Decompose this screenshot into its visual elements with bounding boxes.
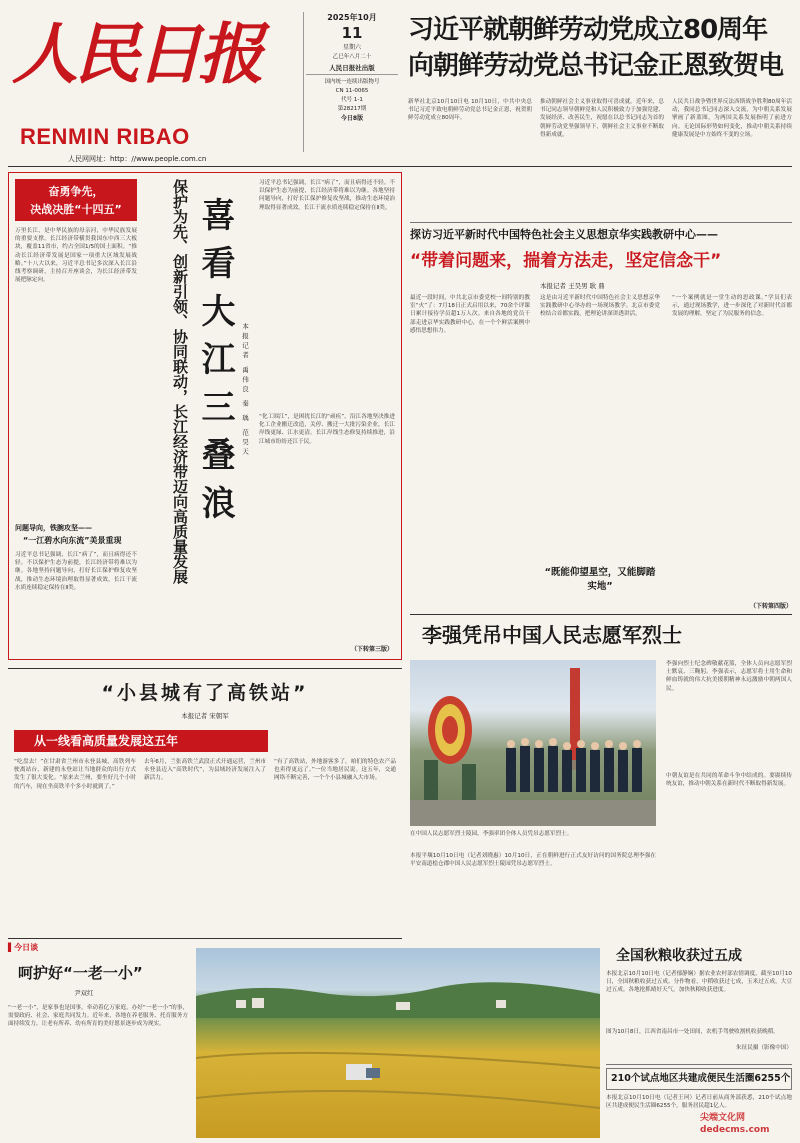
headline-line-1: 习近平就朝鲜劳动党成立80周年: [408, 15, 768, 45]
banner-line-1: 奋勇争先，: [48, 185, 104, 198]
page-count: 今日8版: [340, 115, 364, 122]
rice-field-scene: [196, 948, 600, 1138]
masthead: [8, 8, 398, 166]
li-qiang-photo-caption: 在中国人民志愿军烈士陵园，李强率团全体人员凭吊志愿军烈士。: [410, 831, 573, 837]
harvest-photo-credit: 朱征民摄（影像中国）: [736, 1045, 792, 1051]
feature-continued: （下转第三版）: [350, 646, 393, 653]
pilot-title: 210个试点地区共建成便民生活圈6255个: [606, 1068, 792, 1090]
top-article-col3: 人民共日战争暨世界反法西斯战争胜利80周年活动，我同总书记同志深入交流，为中朝关系发展擘画了新蓝图，为两国关系发展指明了前进方向。无论国际形势如何变化，推动中朝关系持续健康发展是中方始终不变的立场。: [672, 99, 792, 138]
rail-byline: 本报记者 宋朝军: [181, 712, 229, 720]
top-article-col1: 新华社北京10月10日电 10月10日，中共中央总书记习近平致电朝鲜劳动党总书记金正恩，祝贺朝鲜劳动党成立80周年。: [408, 99, 532, 122]
li-qiang-body-a: 本报平壤10月10日电（记者刘晓惠）10月10日，正在朝鲜进行正式友好访问的国务院总理李强在平安南道桧仓郡中国人民志愿军烈士陵园凭吊志愿军烈士。: [410, 853, 656, 868]
xi-kicker: 探访习近平新时代中国特色社会主义思想京华实践教研中心——: [410, 228, 718, 241]
xi-pull-quote: [544, 566, 656, 594]
cn-number: CN 11-0065: [335, 88, 369, 94]
publisher: 人民日报社出版: [306, 62, 398, 75]
pilot-body: 本报北京10月10日电（记者王珂）记者日前从商务部获悉，210个试点地区共建成便民生活圈6255个，服务居民超1亿人。: [606, 1095, 792, 1110]
feature-section-title: 问题导向，铁腕攻坚——: [15, 524, 92, 532]
harvest-photo-caption: 图为10月8日，江西省南昌市一处田间，农机手驾驶收割机收获晚稻。: [606, 1029, 779, 1035]
feature-byline: 本报记者 禹伟良 秦 瑀 范昊天: [241, 323, 249, 458]
xi-body-col3: “一个案例就是一堂生动的思政课。”学员们表示，通过现场教学，进一步深化了对新时代首都发展的理解，坚定了为民服务的信念。: [672, 295, 792, 318]
masthead-logo: 人民日报: [12, 15, 260, 93]
xi-feature[interactable]: [410, 226, 792, 616]
postal-code: 代号 1-1: [341, 97, 363, 103]
xi-body-col1: 最近一段时间，中共北京市委党校一间特别的教室“火”了：7月18日正式启用以来，70余个评课日累计接待学员超1万人次。来自各地的党员干部走进京华实践教研中心，在一个个鲜活案例中感悟思想伟力。: [410, 295, 530, 334]
issue-number: 第28217期: [337, 106, 367, 112]
commentary-title: 呵护好“一老一小”: [18, 964, 143, 982]
tag-marker-icon: ▌: [8, 943, 15, 952]
top-headline[interactable]: [408, 12, 792, 92]
lunar-date: 乙巳年八月二十: [332, 54, 372, 60]
date-year-month: 2025年10月: [327, 13, 377, 22]
commentary-body: “一老一小”，是家事也是国事，牵动着亿万家庭。办好“一老一小”的事，需要政府、社会、家庭共同发力。近年来，各地在养老服务、托育服务方面持续发力，让老有所养、幼有所育的美好愿景逐步成为现实。: [8, 1005, 188, 1028]
xi-body-col2: 这是由习近平新时代中国特色社会主义思想京华实践教研中心举办的一场现场教学。北京市委党校结合首都实践，把理论讲深讲透讲活。: [540, 295, 660, 318]
headline-line-2: 向朝鲜劳动党总书记金正恩致贺电: [408, 51, 784, 81]
rail-title: “小县城有了高铁站”: [101, 682, 309, 704]
harvest-article[interactable]: [606, 944, 792, 1062]
feature-body-c: “化工围江”，是困扰长江的“顽疾”。沿江各地坚决推进化工企业搬迁改造，关停、搬迁一大批污染企业，长江岸线更绿、江水更清。长江岸线生态修复持续推进，沿江城市纷纷还江于民。: [259, 414, 395, 445]
li-qiang-photo: [410, 660, 656, 826]
issue-info: [306, 12, 398, 162]
feature-yangtze[interactable]: [8, 172, 402, 660]
feature-body-a2: 习近平总书记强调，长江“病了”，而且病得还不轻。不以保护生态为前提，长江经济带将难以为继。各地坚持问题导向，打好长江保护修复攻坚战，推动生态环境治理取得显著成效，长江干流水质连续稳定保持在Ⅱ类。: [15, 552, 137, 591]
masthead-pinyin: RENMIN RIBAO: [20, 124, 190, 149]
commentary-author: 尹双红: [74, 989, 94, 997]
tag-text: 今日谈: [14, 943, 39, 952]
xi-title: “带着问题来，揣着方法走，坚定信念干”: [410, 251, 722, 271]
feature-body-b: 习近平总书记强调，长江“病了”，而且病得还不轻。不以保护生态为前提，长江经济带将难以为继。各地坚持问题导向，打好长江保护修复攻坚战，推动生态环境治理取得显著成效，长江干流水质连续稳定保持在Ⅱ类。: [259, 180, 395, 211]
issn: 国内统一连续出版物号: [324, 79, 380, 85]
masthead-website[interactable]: 人民网网址：http：//www.people.com.cn: [68, 155, 207, 163]
xi-continued: （下转第四版）: [749, 603, 792, 610]
watermark: 尖端文化网 dedecms.com: [700, 1113, 770, 1135]
memorial-scene: [410, 660, 656, 826]
li-qiang-body-c: 中朝友谊是在共同的革命斗争中结成的。要赓续传统友谊，推动中朝关系在新时代不断取得新发展。: [666, 773, 792, 788]
li-qiang-body-b: 李强向烈士纪念碑敬献花篮，全体人员向志愿军烈士默哀、三鞠躬。李强表示，志愿军将士用生命和鲜血铸就的伟大抗美援朝精神永远激励中朝两国人民。: [666, 661, 792, 692]
banner-line-2: 决战决胜“十四五”: [30, 203, 122, 216]
pull-quote-text: “既能仰望星空，又能脚踏实地”: [544, 567, 656, 592]
commentary-tag: [8, 942, 38, 953]
feature-subtitle: 保护为先、创新引领、协同联动，长江经济带迈向高质量发展: [171, 179, 189, 584]
harvest-photo: [196, 948, 600, 1138]
li-qiang-article[interactable]: [410, 620, 792, 882]
rail-banner: 从一线看高质量发展这五年: [14, 730, 268, 752]
rail-body-col2: 去年6月，兰张高铁兰武段正式开通运营，兰州市永登县迈入“高铁时代”，为县域经济发展注入了新活力。: [144, 759, 266, 782]
feature-section-sub: “一江碧水向东流”美景重现: [23, 536, 122, 545]
rail-body-col1: “吃盘去！”在甘肃省兰州市永登县城，高铁列车驶离站台，新建的永登站让当地群众的出行方式发生了很大变化。“原来去兰州，要坐好几个小时的汽车，现在坐高铁半个多小时就到了。”: [14, 759, 136, 790]
rail-article[interactable]: [8, 672, 402, 932]
feature-body-a: 万里长江，是中华民族的母亲河，中华民族发展的重要支撑。长江经济带横贯我国东中西三大板块，覆盖11省市，约占全国1/5的国土面积。“推动长江经济带发展是国家一项重大区域发展战略。”十八大以来，习近平总书记多次深入长江沿线考察调研，主持召开座谈会，为长江经济带发展把脉定向。: [15, 228, 137, 284]
li-qiang-title: 李强凭吊中国人民志愿军烈士: [422, 623, 682, 647]
weekday: 星期六: [342, 44, 361, 51]
xi-byline: 本报记者 王昊男 耿 鼎: [540, 282, 605, 290]
date-day: 11: [341, 24, 363, 42]
harvest-title: 全国秋粮收获过五成: [616, 948, 742, 964]
harvest-body: 本报北京10月10日电（记者郁静娴）据农业农村部农情调度，截至10月10日，全国秋粮收获过五成。分作物看，中稻收获过七成，玉米过五成，大豆过五成。各地抢抓晴好天气，加快秋粮收获进度。: [606, 971, 792, 994]
rail-body-col3: “有了高铁站，外地游客多了，咱们的特色农产品也卖得更远了。”一位当地居民说。这五年，交通网络不断完善，一个个小县城融入大市场。: [274, 759, 396, 782]
feature-banner: [15, 179, 137, 221]
feature-title: 喜看大江三叠浪: [195, 197, 235, 533]
top-article-col2: 推动朝鲜社会主义事业取得可喜成就。近年来，总书记同志领导朝鲜党和人民积极致力于加强党建、发展经济、改善民生，祝愿在以总书记同志为首的朝鲜劳动党坚强领导下，朝鲜社会主义事业不断取得新成就。: [540, 99, 664, 138]
commentary[interactable]: [8, 942, 192, 1138]
